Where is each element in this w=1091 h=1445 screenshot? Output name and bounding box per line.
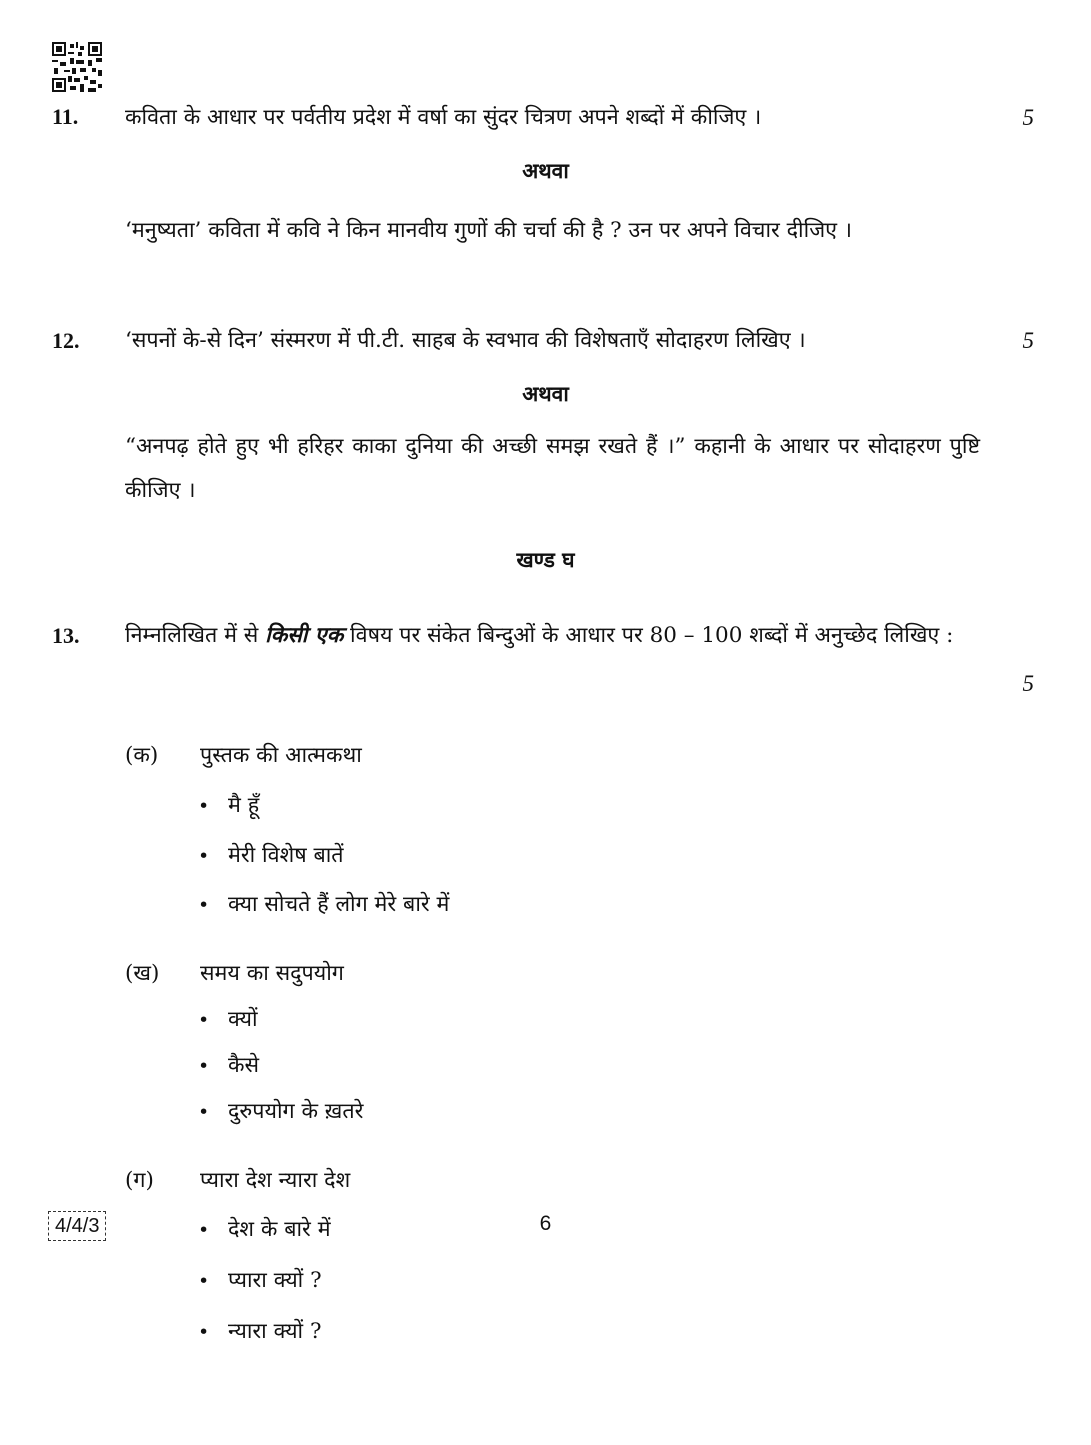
option-point: • क्यों [198,1004,258,1033]
option-label: (ख) [125,961,160,986]
option-label: (ग) [125,1168,154,1193]
question-13-marks: 5 [1022,671,1034,696]
question-12-or-label: अथवा [522,381,569,406]
option-point: • देश के बारे में [198,1214,331,1243]
option-title: पुस्तक की आत्मकथा [200,743,362,768]
question-13-text-before: निम्नलिखित में से [125,623,266,648]
question-13-text [125,614,980,658]
option-point: • मै हूँ [198,790,259,819]
question-12-number: 12. [52,328,80,353]
option-title: समय का सदुपयोग [200,961,344,986]
option-point: • प्यारा क्यों ? [198,1265,322,1294]
option-point: • दुरुपयोग के ख़तरे [198,1096,363,1125]
question-11-or-label: अथवा [522,158,569,183]
paper-code: 4/4/3 [48,1211,106,1241]
qr-code-icon [52,42,102,92]
question-12-text: ‘सपनों के-से दिन’ संस्मरण में पी.टी. साहब के स्वभाव की विशेषताएँ सोदाहरण लिखिए । [125,328,806,353]
question-11-alt-text: ‘मनुष्यता’ कविता में कवि ने किन मानवीय गुणों की चर्चा की है ? उन पर अपने विचार दीजिए । [125,218,853,243]
question-12-alt-text: “अनपढ़ होते हुए भी हरिहर काका दुनिया की अच्छी समझ रखते हैं ।” कहानी के आधार पर सोदाहरण पुष्टि कीजिए । [125,434,980,503]
option-point: • क्या सोचते हैं लोग मेरे बारे में [198,889,449,918]
option-point: • न्यारा क्यों ? [198,1316,321,1345]
page-number: 6 [539,1212,552,1235]
question-11-number: 11. [52,104,79,129]
question-13-emphasis: किसी एक [265,623,344,648]
option-point: • मेरी विशेष बातें [198,840,344,869]
section-heading: खण्ड घ [516,547,575,572]
question-12-marks: 5 [1022,328,1034,353]
option-label: (क) [125,743,159,768]
option-point: • कैसे [198,1050,259,1079]
option-title: प्यारा देश न्यारा देश [200,1168,351,1193]
question-11-marks: 5 [1022,105,1034,130]
question-13-number: 13. [52,623,80,648]
question-13-text-after: विषय पर संकेत बिन्दुओं के आधार पर 80 – 100 शब्दों में अनुच्छेद लिखिए : [343,623,954,648]
question-11-text: कविता के आधार पर पर्वतीय प्रदेश में वर्षा का सुंदर चित्रण अपने शब्दों में कीजिए । [125,105,762,130]
